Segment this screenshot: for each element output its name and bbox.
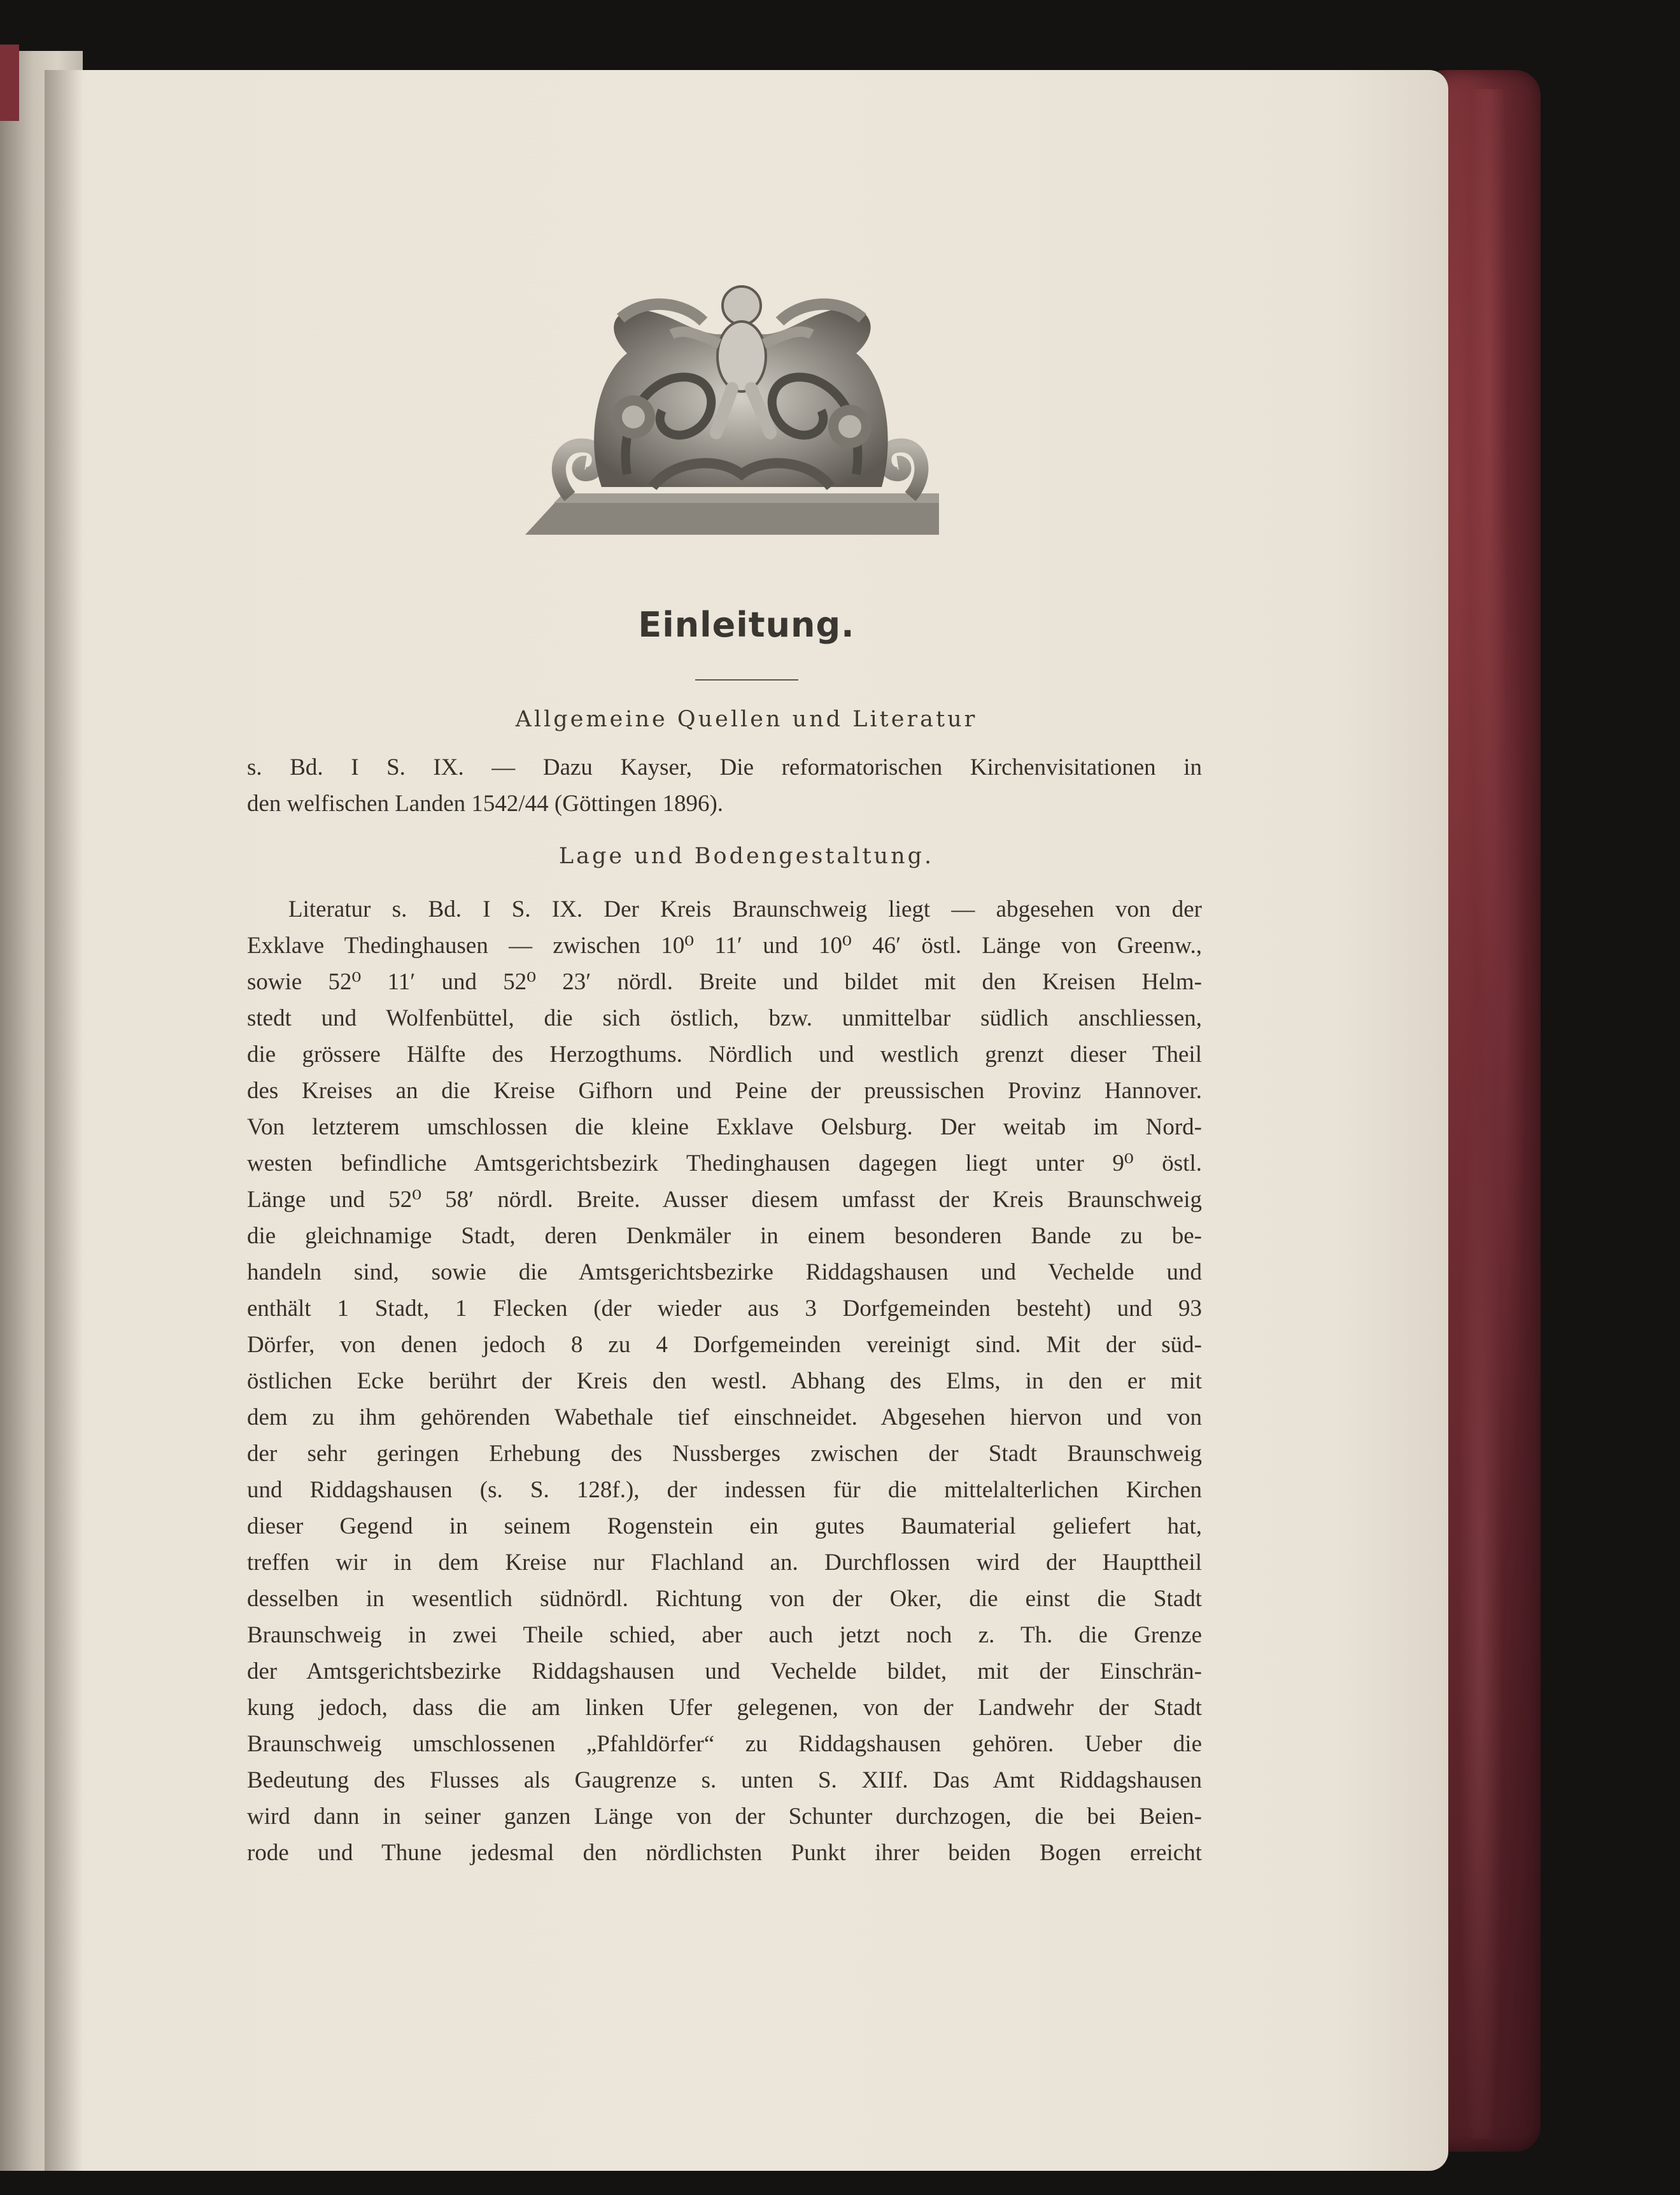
text-line: und Riddagshausen (s. S. 128f.), der indessen für die mittelalterlichen Kirchen bbox=[247, 1477, 1202, 1503]
text-line: östlichen Ecke berührt der Kreis den westl. Abhang des Elms, in den er mit bbox=[247, 1368, 1202, 1394]
sources-paragraph bbox=[247, 749, 1202, 822]
text-line: Dörfer, von denen jedoch 8 zu 4 Dorfgemeinden vereinigt sind. Mit der süd- bbox=[247, 1332, 1202, 1358]
text-line: sowie 52⁰ 11′ und 52⁰ 23′ nördl. Breite und bildet mit den Kreisen Helm- bbox=[247, 969, 1202, 995]
text-line: Bedeutung des Flusses als Gaugrenze s. unten S. XIIf. Das Amt Riddagshausen bbox=[247, 1767, 1202, 1793]
text-line: Literatur s. Bd. I S. IX. Der Kreis Braunschweig liegt — abgesehen von der bbox=[288, 896, 1202, 922]
text-line: des Kreises an die Kreise Gifhorn und Peine der preussischen Provinz Hannover. bbox=[247, 1078, 1202, 1104]
text-line: der Amtsgerichtsbezirke Riddagshausen und Vechelde bildet, mit der Einschrän- bbox=[247, 1658, 1202, 1684]
text-line: den welfischen Landen 1542/44 (Göttingen 1896). bbox=[247, 791, 724, 817]
binding-marbling bbox=[1458, 89, 1534, 2139]
title-rule bbox=[695, 679, 798, 681]
text-line: die gleichnamige Stadt, deren Denkmäler in einem besonderen Bande zu be- bbox=[247, 1223, 1202, 1249]
text-line: die grössere Hälfte des Herzogthums. Nördlich und westlich grenzt dieser Theil bbox=[247, 1041, 1202, 1068]
text-line: Braunschweig umschlossenen „Pfahldörfer“ zu Riddagshausen gehören. Ueber die bbox=[247, 1731, 1202, 1757]
text-line: Länge und 52⁰ 58′ nördl. Breite. Ausser diesem umfasst der Kreis Braunschweig bbox=[247, 1187, 1202, 1213]
text-line: westen befindliche Amtsgerichtsbezirk Thedinghausen dagegen liegt unter 9⁰ östl. bbox=[247, 1150, 1202, 1176]
text-line: Exklave Thedinghausen — zwischen 10⁰ 11′ und 10⁰ 46′ östl. Länge von Greenw., bbox=[247, 933, 1202, 959]
baroque-cartouche-ornament bbox=[525, 283, 958, 544]
text-line: der sehr geringen Erhebung des Nussberges zwischen der Stadt Braunschweig bbox=[247, 1441, 1202, 1467]
section-heading-sources: Allgemeine Quellen und Literatur bbox=[515, 707, 978, 732]
page-title: Einleitung. bbox=[638, 605, 855, 645]
gutter-shadow bbox=[45, 70, 83, 2171]
text-line: enthält 1 Stadt, 1 Flecken (der wieder aus 3 Dorfgemeinden besteht) und 93 bbox=[247, 1295, 1202, 1322]
text-line: desselben in wesentlich südnördl. Richtung von der Oker, die einst die Stadt bbox=[247, 1586, 1202, 1612]
text-line: dem zu ihm gehörenden Wabethale tief einschneidet. Abgesehen hiervon und von bbox=[247, 1404, 1202, 1430]
text-line: stedt und Wolfenbüttel, die sich östlich, bzw. unmittelbar südlich anschliessen, bbox=[247, 1005, 1202, 1031]
text-line: kung jedoch, dass die am linken Ufer gelegenen, von der Landwehr der Stadt bbox=[247, 1695, 1202, 1721]
cover-corner bbox=[0, 45, 19, 121]
text-line: dieser Gegend in seinem Rogenstein ein gutes Baumaterial geliefert hat, bbox=[247, 1513, 1202, 1539]
book-page bbox=[45, 70, 1448, 2171]
text-line: rode und Thune jedesmal den nördlichsten Punkt ihrer beiden Bogen erreicht bbox=[247, 1840, 1202, 1866]
text-line: Braunschweig in zwei Theile schied, aber auch jetzt noch z. Th. die Grenze bbox=[247, 1622, 1202, 1648]
text-line: wird dann in seiner ganzen Länge von der Schunter durchzogen, die bei Beien- bbox=[247, 1803, 1202, 1830]
text-line: treffen wir in dem Kreise nur Flachland an. Durchflossen wird der Haupttheil bbox=[247, 1549, 1202, 1576]
section-heading-location: Lage und Bodengestaltung. bbox=[558, 843, 935, 869]
text-line: Von letzterem umschlossen die kleine Exklave Oelsburg. Der weitab im Nord- bbox=[247, 1114, 1202, 1140]
location-paragraph bbox=[247, 891, 1202, 1871]
text-line: s. Bd. I S. IX. — Dazu Kayser, Die reformatorischen Kirchenvisitationen in bbox=[247, 754, 1202, 780]
text-line: handeln sind, sowie die Amtsgerichtsbezirke Riddagshausen und Vechelde und bbox=[247, 1259, 1202, 1285]
